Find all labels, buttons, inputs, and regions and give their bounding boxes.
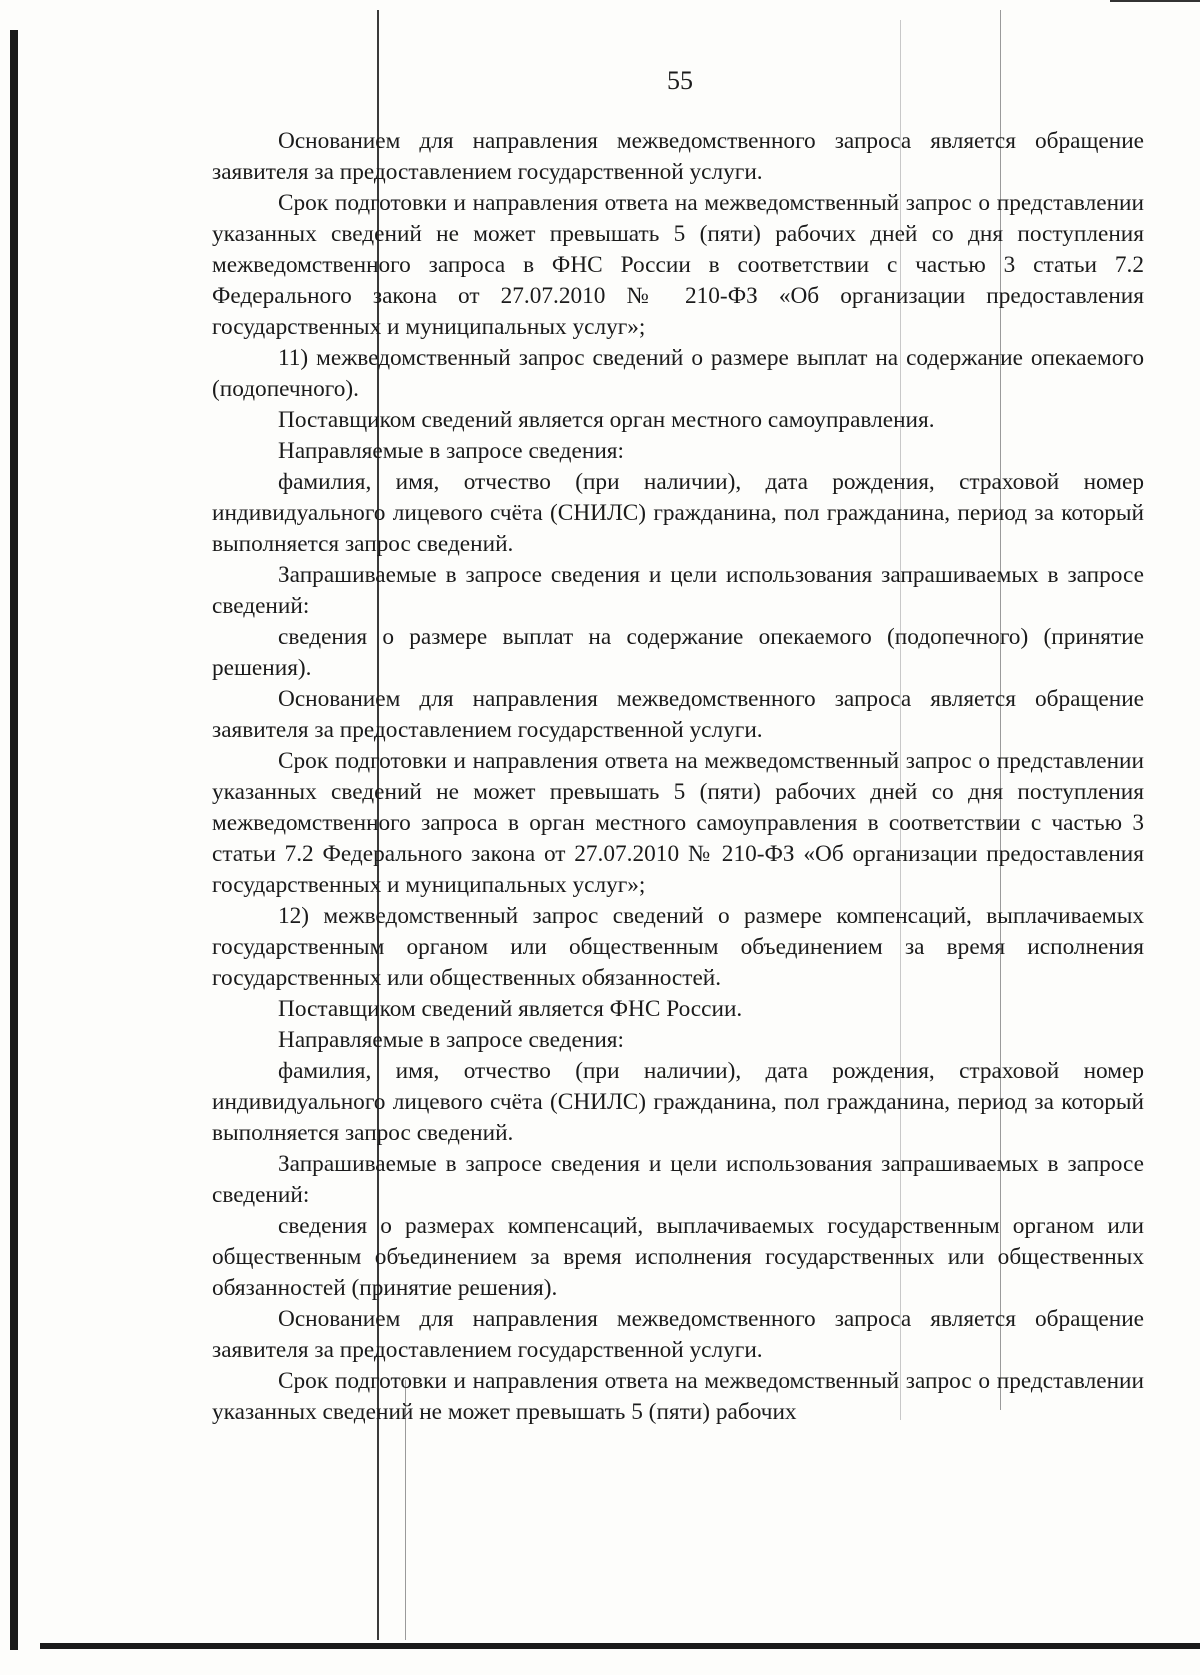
paragraph: Запрашиваемые в запросе сведения и цели использования запрашиваемых в запросе сведений:	[212, 1151, 1144, 1208]
paragraph: Запрашиваемые в запросе сведения и цели использования запрашиваемых в запросе сведений:	[212, 562, 1144, 619]
scan-edge-top-right	[1110, 0, 1200, 2]
scan-edge-bottom	[40, 1643, 1200, 1649]
paragraph: Поставщиком сведений является ФНС России.	[278, 996, 743, 1022]
paragraph: Основанием для направления межведомственного запроса является обращение заявителя за предоставлением государственной услуги.	[212, 128, 1144, 185]
paragraph: сведения о размерах компенсаций, выплачиваемых государственным органом или общественным объединением за время исполнения государственных или общественных обязанностей (принятие решения).	[212, 1213, 1144, 1301]
paragraph: фамилия, имя, отчество (при наличии), дата рождения, страховой номер индивидуального лицевого счёта (СНИЛС) гражданина, пол гражданина, период за который выполняется запрос сведений.	[212, 1058, 1144, 1146]
document-body	[212, 126, 1144, 1428]
page-number: 55	[667, 66, 693, 95]
paragraph: Основанием для направления межведомственного запроса является обращение заявителя за предоставлением государственной услуги.	[212, 686, 1144, 743]
paragraph: фамилия, имя, отчество (при наличии), дата рождения, страховой номер индивидуального лицевого счёта (СНИЛС) гражданина, пол гражданина, период за который выполняется запрос сведений.	[212, 469, 1144, 557]
paragraph: Поставщиком сведений является орган местного самоуправления.	[278, 407, 935, 433]
paragraph: сведения о размере выплат на содержание опекаемого (подопечного) (принятие решения).	[212, 624, 1144, 681]
paragraph: Основанием для направления межведомственного запроса является обращение заявителя за предоставлением государственной услуги.	[212, 1306, 1144, 1363]
paragraph: 11) межведомственный запрос сведений о размере выплат на содержание опекаемого (подопечного).	[212, 345, 1144, 402]
paragraph: Направляемые в запросе сведения:	[278, 1027, 624, 1053]
paragraph: 12) межведомственный запрос сведений о размере компенсаций, выплачиваемых государственным органом или общественным объединением за время исполнения государственных или общественных обязанностей.	[212, 903, 1144, 991]
paragraph: Срок подготовки и направления ответа на межведомственный запрос о представлении указанных сведений не может превышать 5 (пяти) рабочих дней со дня поступления межведомственного запроса в ФНС России в соответствии с частью 3 статьи 7.2 Федерального закона от 27.07.2010 № 210-ФЗ «Об организации предоставления государственных и муниципальных услуг»;	[212, 190, 1144, 340]
paragraph: Направляемые в запросе сведения:	[278, 438, 624, 464]
paragraph: Срок подготовки и направления ответа на межведомственный запрос о представлении указанных сведений не может превышать 5 (пяти) рабочих	[212, 1368, 1144, 1425]
scan-edge-left	[10, 30, 18, 1650]
paragraph: Срок подготовки и направления ответа на межведомственный запрос о представлении указанных сведений не может превышать 5 (пяти) рабочих дней со дня поступления межведомственного запроса в орган местного самоуправления в соответствии с частью 3 статьи 7.2 Федерального закона от 27.07.2010 № 210-ФЗ «Об организации предоставления государственных и муниципальных услуг»;	[212, 748, 1144, 898]
